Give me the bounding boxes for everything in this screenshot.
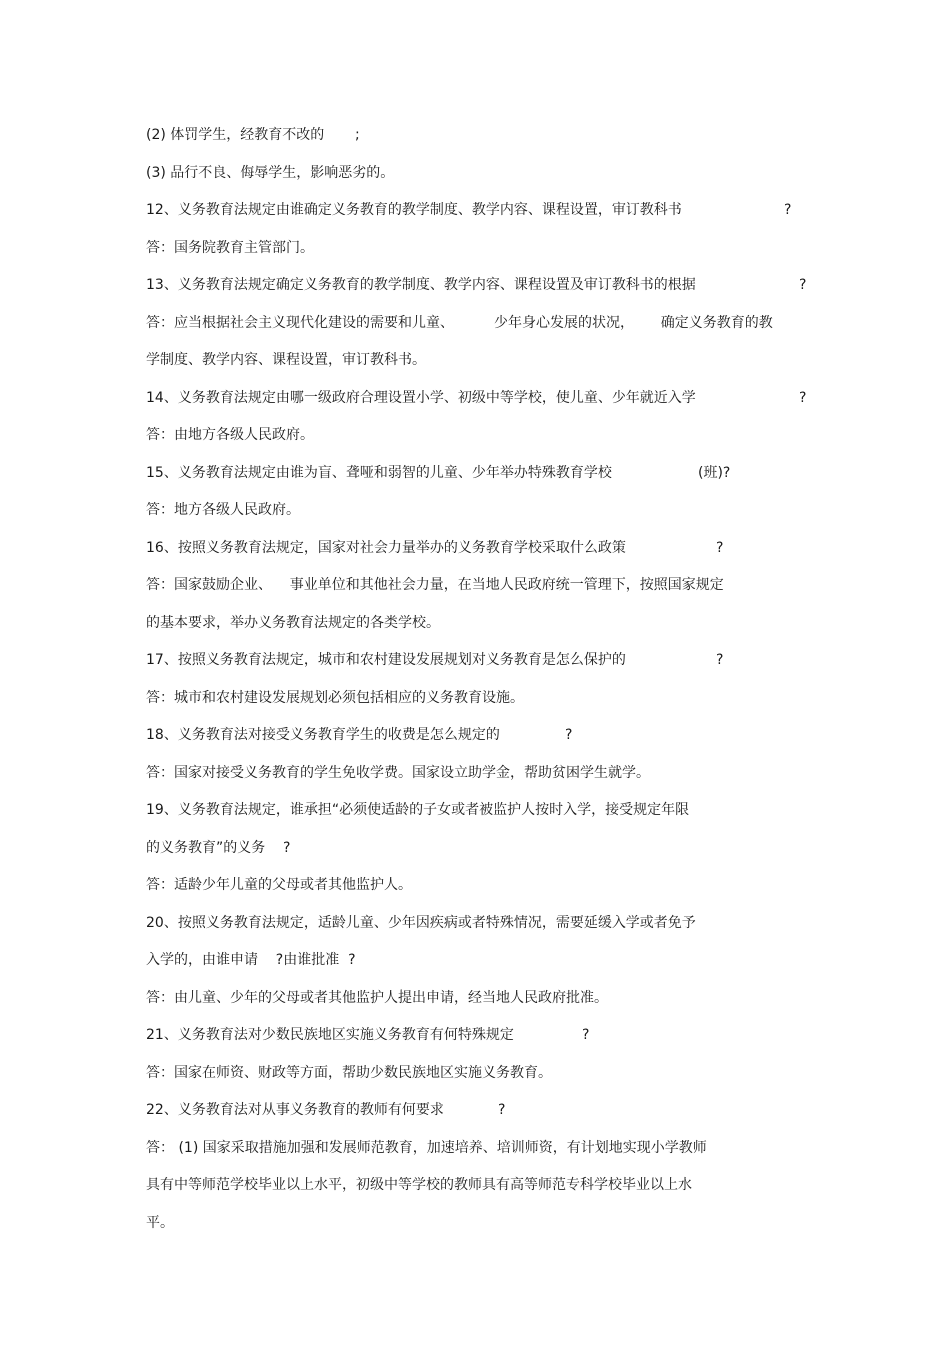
line-suffix: ?: [498, 1102, 506, 1118]
text-line: (2) 体罚学生，经教育不改的 ;: [146, 127, 360, 143]
text-line: 的基本要求，举办义务教育法规定的各类学校。: [146, 615, 440, 631]
text-line: 平。: [146, 1215, 174, 1231]
text-line: 答：国家鼓励企业、 事业单位和其他社会力量，在当地人民政府统一管理下，按照国家规定: [146, 577, 724, 593]
text-line: 答：应当根据社会主义现代化建设的需要和儿童、 少年身心发展的状况， 确定义务教育的教: [146, 315, 773, 331]
line-suffix: ?: [716, 652, 724, 668]
line-suffix: ?: [716, 540, 724, 556]
text-line: 17、按照义务教育法规定，城市和农村建设发展规划对义务教育是怎么保护的 ?: [146, 652, 724, 668]
text-line: 答：由儿童、少年的父母或者其他监护人提出申请，经当地人民政府批准。: [146, 990, 608, 1006]
line-suffix: ?: [582, 1027, 590, 1043]
line-suffix: ?: [799, 390, 807, 406]
text-line: 12、义务教育法规定由谁确定义务教育的教学制度、教学内容、课程设置，审订教科书 ?: [146, 202, 792, 218]
text-line: 答：国务院教育主管部门。: [146, 240, 314, 256]
text-line: 21、义务教育法对少数民族地区实施义务教育有何特殊规定 ?: [146, 1027, 590, 1043]
text-line: 答：适龄少年儿童的父母或者其他监护人。: [146, 877, 412, 893]
text-line: 13、义务教育法规定确定义务教育的教学制度、教学内容、课程设置及审订教科书的根据 ?: [146, 277, 807, 293]
text-line: 答：地方各级人民政府。: [146, 502, 300, 518]
text-line: 学制度、教学内容、课程设置，审订教科书。: [146, 352, 426, 368]
text-line: 16、按照义务教育法规定，国家对社会力量举办的义务教育学校采取什么政策 ?: [146, 540, 724, 556]
text-line: 答：城市和农村建设发展规划必须包括相应的义务教育设施。: [146, 690, 524, 706]
text-line: 答： (1) 国家采取措施加强和发展师范教育，加速培养、培训师资，有计划地实现小学教师: [146, 1140, 707, 1156]
text-line: 19、义务教育法规定，谁承担“必须使适龄的子女或者被监护人按时入学，接受规定年限: [146, 802, 690, 818]
line-suffix: ;: [355, 127, 360, 143]
text-line: 14、义务教育法规定由哪一级政府合理设置小学、初级中等学校，使儿童、少年就近入学 ?: [146, 390, 807, 406]
text-line: 答：由地方各级人民政府。: [146, 427, 314, 443]
line-suffix: ?: [565, 727, 573, 743]
text-line: 具有中等师范学校毕业以上水平，初级中等学校的教师具有高等师范专科学校毕业以上水: [146, 1177, 692, 1193]
text-line: 答：国家对接受义务教育的学生免收学费。国家设立助学金，帮助贫困学生就学。: [146, 765, 650, 781]
text-line: 20、按照义务教育法规定，适龄儿童、少年因疾病或者特殊情况，需要延缓入学或者免予: [146, 915, 696, 931]
line-suffix: ?: [784, 202, 792, 218]
text-line: 的义务教育”的义务 ?: [146, 840, 291, 856]
text-line: 15、义务教育法规定由谁为盲、聋哑和弱智的儿童、少年举办特殊教育学校 (班)?: [146, 465, 731, 481]
text-line: (3) 品行不良、侮辱学生，影响恶劣的。: [146, 165, 395, 181]
text-line: 答：国家在师资、财政等方面，帮助少数民族地区实施义务教育。: [146, 1065, 552, 1081]
text-line: 入学的，由谁申请 ?由谁批准 ?: [146, 952, 356, 968]
text-line: 18、义务教育法对接受义务教育学生的收费是怎么规定的 ?: [146, 727, 573, 743]
line-suffix: (班)?: [698, 465, 731, 481]
line-suffix: ?: [799, 277, 807, 293]
text-line: 22、义务教育法对从事义务教育的教师有何要求 ?: [146, 1102, 506, 1118]
